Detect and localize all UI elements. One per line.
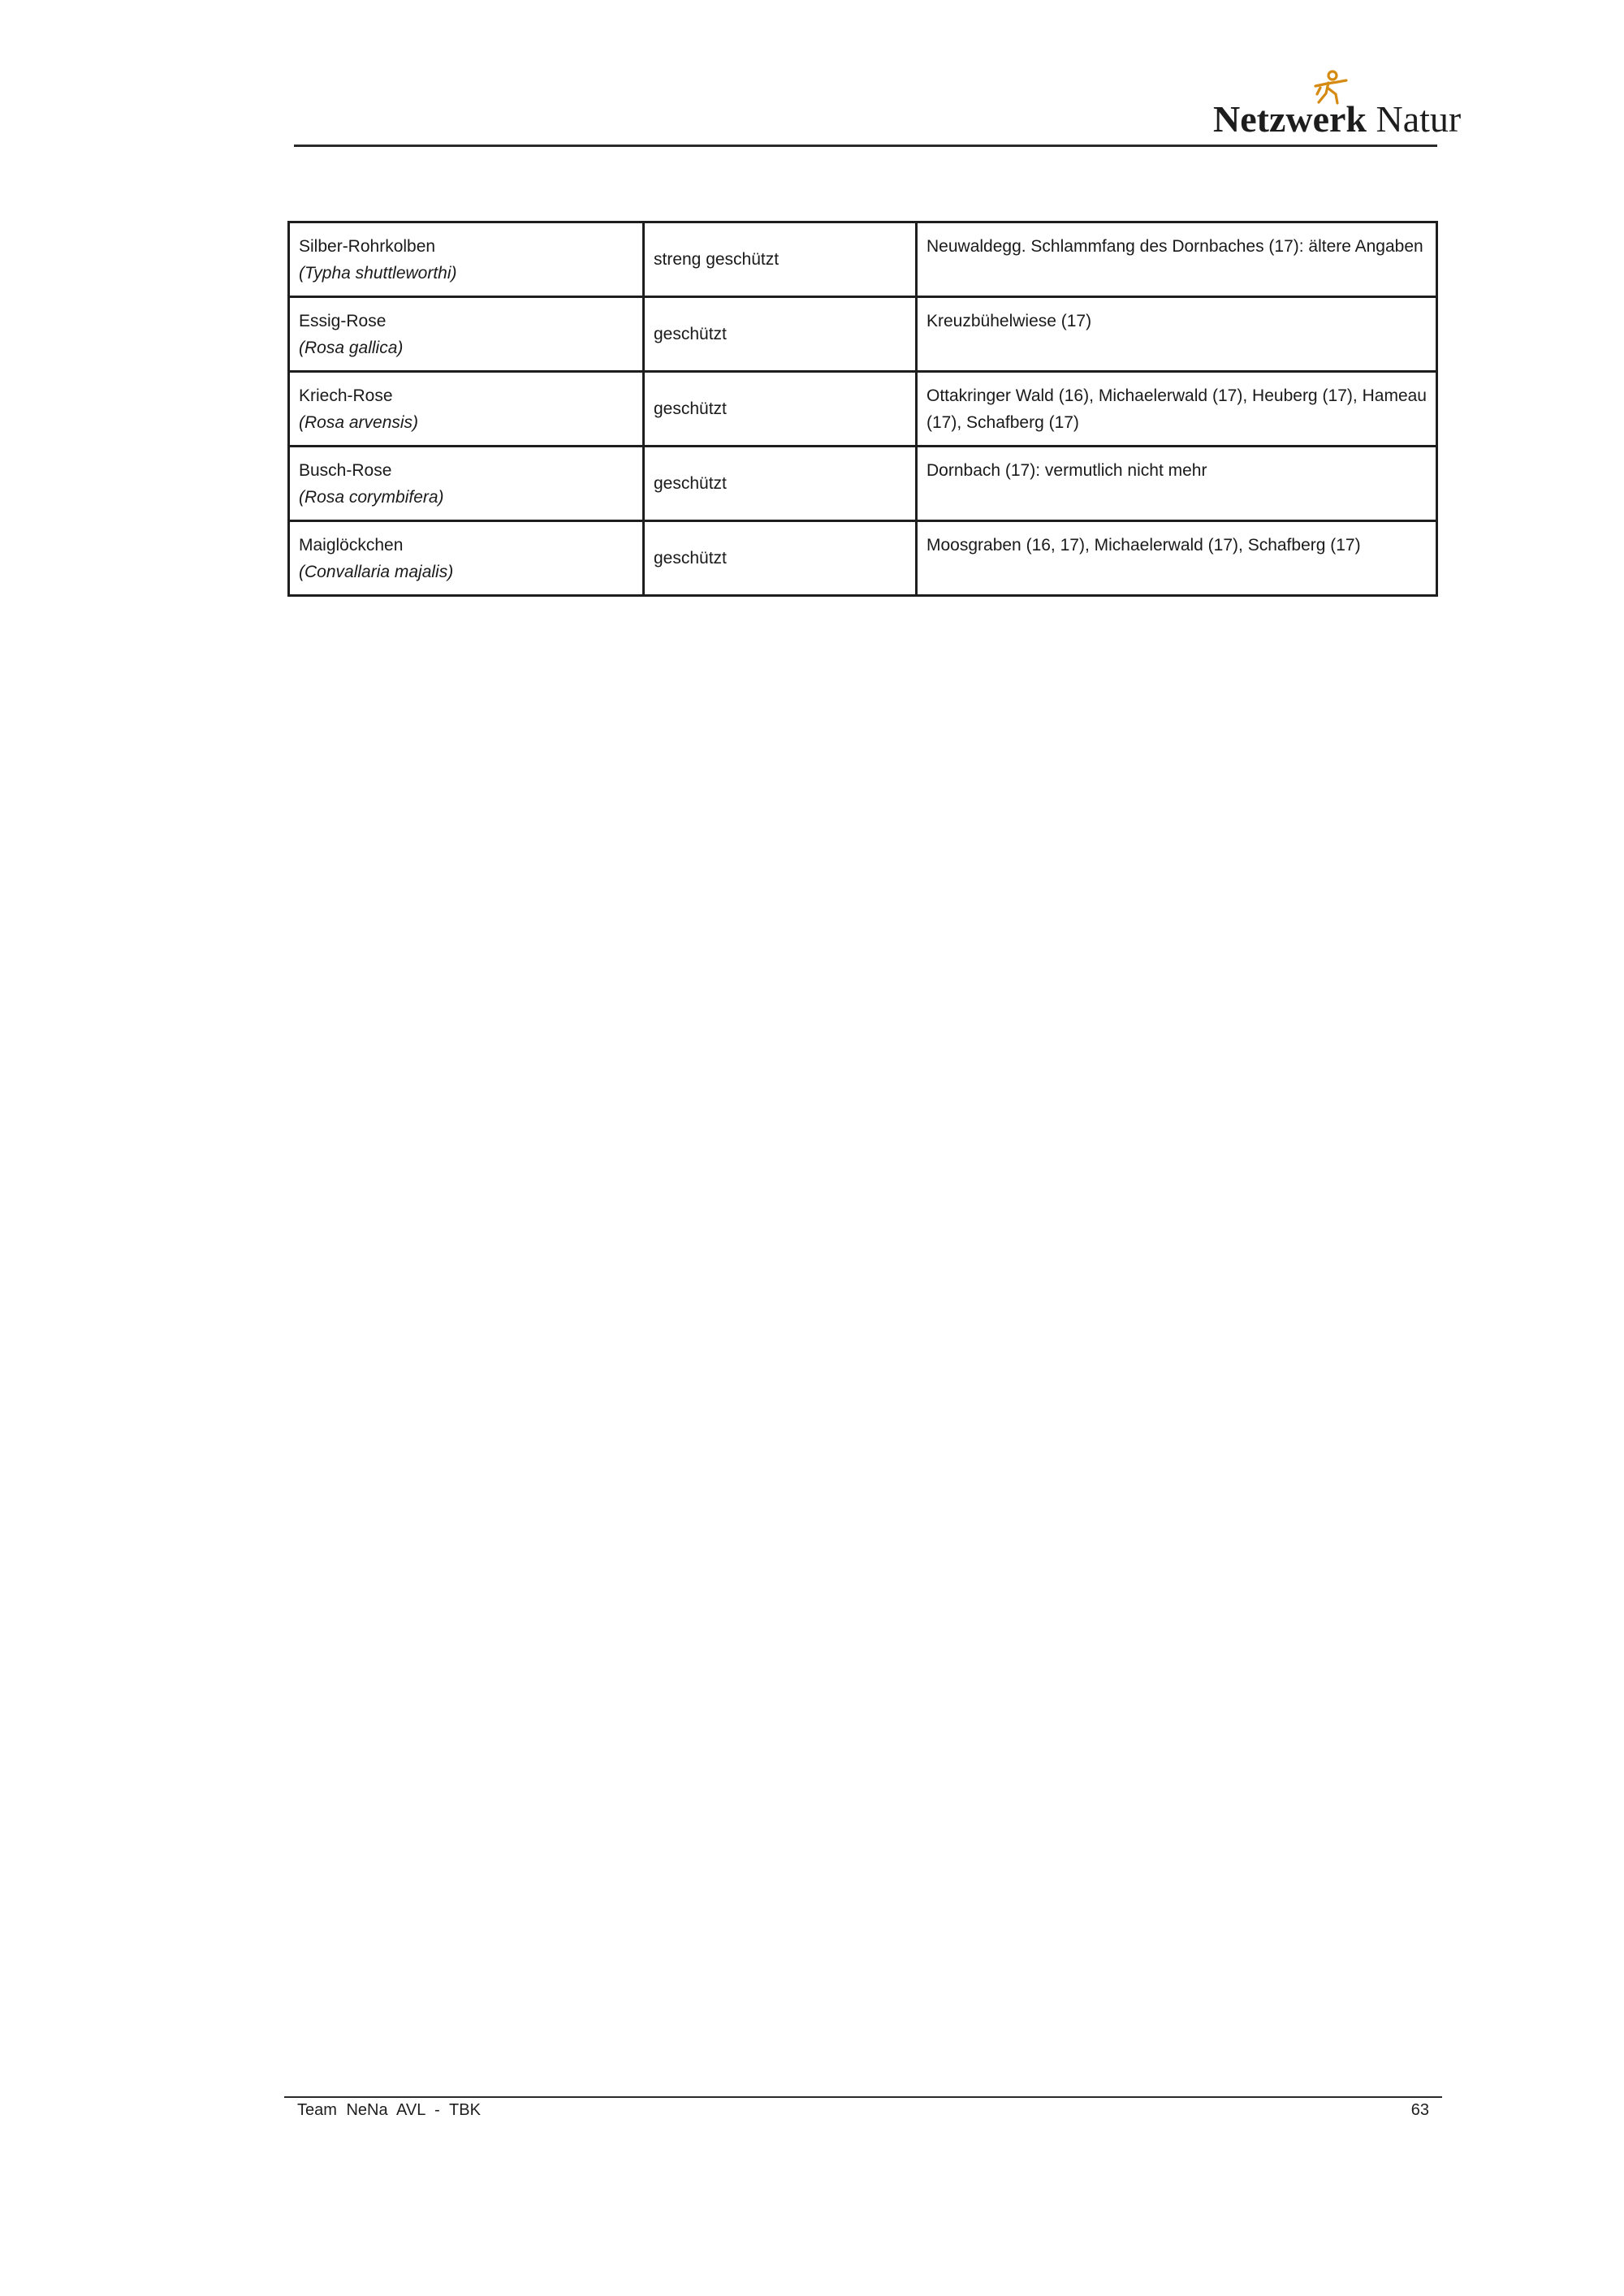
common-name: Maiglöckchen [299,535,404,555]
protection-status: geschützt [654,325,727,343]
species-name-cell [289,447,644,521]
table-row [289,297,1437,372]
netzwerk-natur-logo [1202,70,1462,145]
species-name-cell [289,222,644,297]
protection-status: geschützt [654,399,727,418]
species-name-cell [289,372,644,447]
protection-status-cell [644,372,917,447]
protection-status: geschützt [654,549,727,568]
page-number: 63 [1410,2101,1429,2119]
protection-status-cell [644,222,917,297]
table-row [289,447,1437,521]
location-cell: Ottakringer Wald (16), Michaelerwald (17), Heuberg (17), Hameau (17), Schafberg (17) [917,372,1437,447]
species-name-cell [289,297,644,372]
common-name: Essig-Rose [299,311,387,330]
protection-status: geschützt [654,474,727,493]
table-row [289,222,1437,297]
table-row [289,521,1437,596]
logo-wordmark [1213,97,1461,140]
protection-status-cell [644,297,917,372]
logo-word-light: Natur [1376,98,1462,140]
common-name: Kriech-Rose [299,386,393,405]
latin-name: (Rosa gallica) [299,338,404,357]
logo-word-bold: Netzwerk [1213,98,1367,140]
protection-status-cell [644,521,917,596]
latin-name: (Convallaria majalis) [299,562,454,581]
footer-team-label: Team NeNa AVL - TBK [297,2101,481,2119]
location-cell: Dornbach (17): vermutlich nicht mehr [917,447,1437,521]
table-row [289,372,1437,447]
protected-species-table [287,221,1438,597]
location-cell: Moosgraben (16, 17), Michaelerwald (17), Schafberg (17) [917,521,1437,596]
protection-status: streng geschützt [654,250,780,269]
latin-name: (Typha shuttleworthi) [299,263,457,283]
latin-name: (Rosa corymbifera) [299,487,444,507]
footer-divider [284,2096,1442,2098]
location-cell: Neuwaldegg. Schlammfang des Dornbaches (17): ältere Angaben [917,222,1437,297]
protection-status-cell [644,447,917,521]
common-name: Silber-Rohrkolben [299,236,436,256]
header-divider [294,145,1437,147]
location-cell: Kreuzbühelwiese (17) [917,297,1437,372]
species-name-cell [289,521,644,596]
latin-name: (Rosa arvensis) [299,412,419,432]
common-name: Busch-Rose [299,460,392,480]
